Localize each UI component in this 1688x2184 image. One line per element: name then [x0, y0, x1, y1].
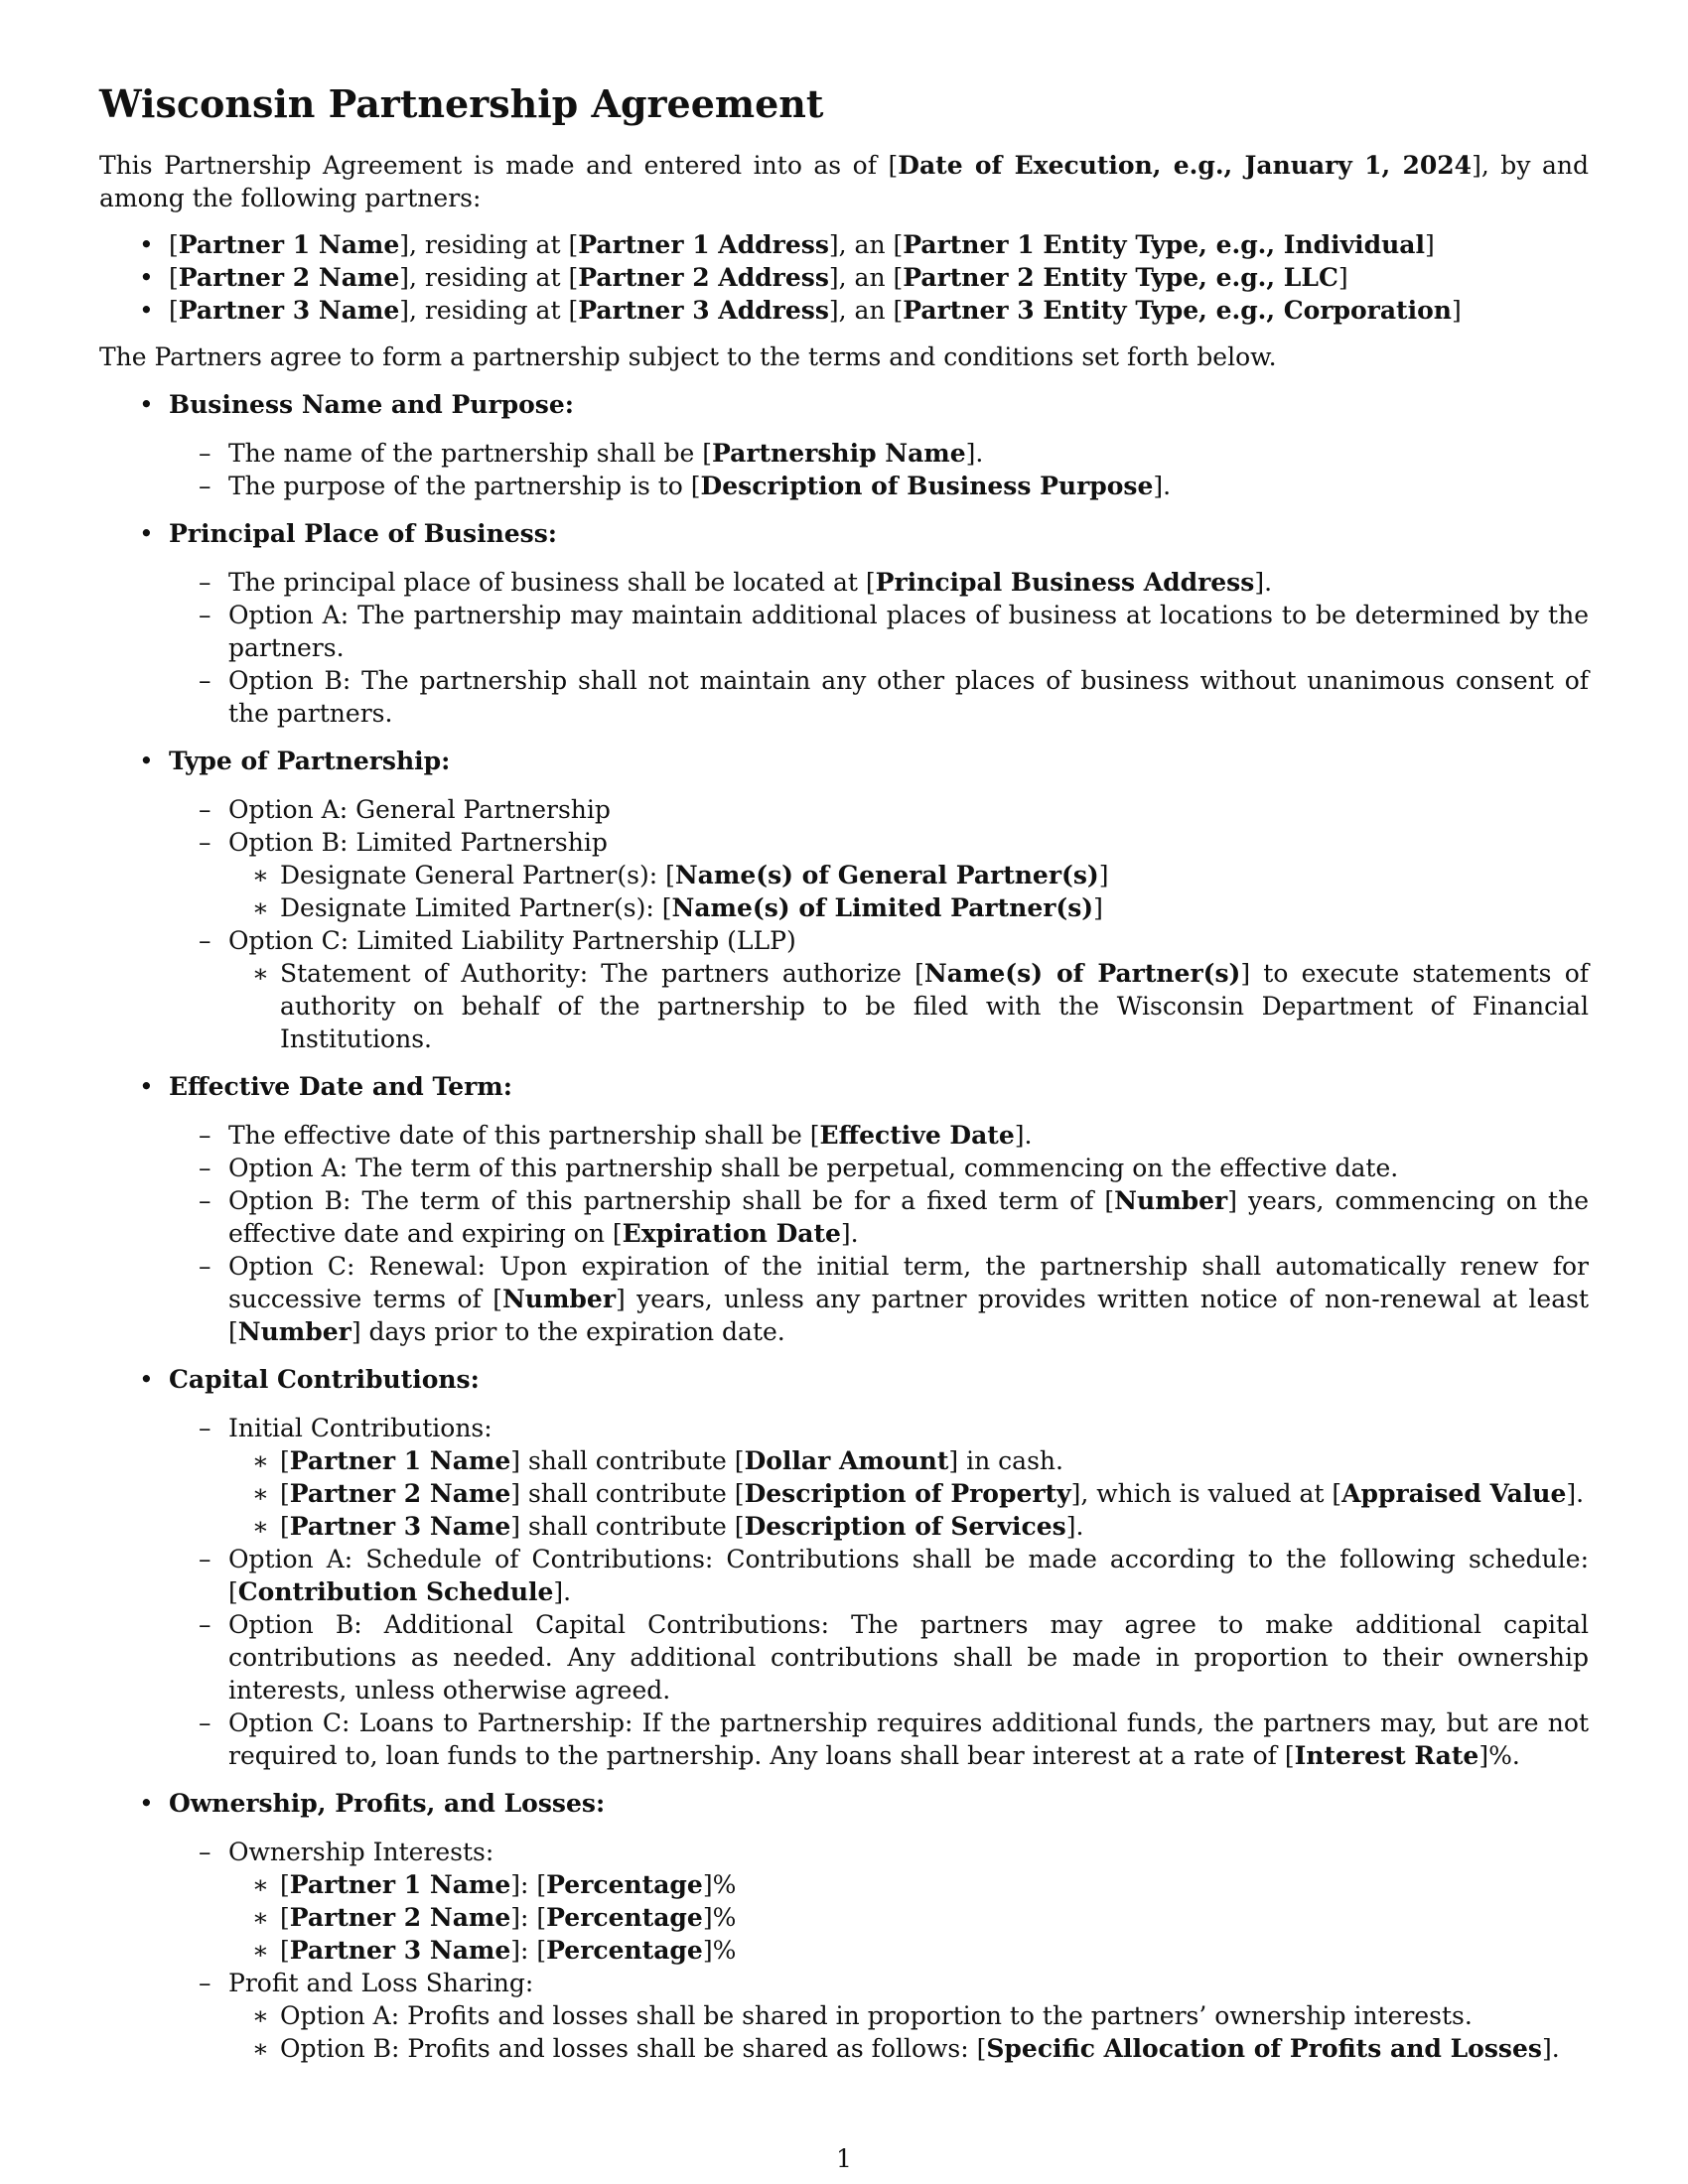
sub-clause: ∗ [Partner 2 Name]: [Percentage]% [228, 1901, 1589, 1934]
clause: – Initial Contributions: ∗ [Partner 1 Name] shall contribute [Dollar Amount] in cash. ∗ [Partner 2 Name] shall contribute [Description of Property], which is valued at [Appraised Value]. ∗ [Partner 3 Name] shall contribute [Description of Services]. [169, 1412, 1589, 1543]
clause: – Option A: General Partnership [169, 793, 1589, 826]
sub-clause: ∗ [Partner 3 Name] shall contribute [Description of Services]. [228, 1510, 1589, 1543]
date-of-execution-placeholder: Date of Execution, e.g., January 1, 2024 [898, 151, 1473, 180]
document-title: Wisconsin Partnership Agreement [99, 81, 824, 126]
section-effective-date [99, 1070, 1589, 1348]
section-heading: Principal Place of Business: [169, 519, 558, 548]
section-heading: Capital Contributions: [169, 1365, 480, 1394]
section-list [99, 388, 1589, 2065]
clause: – The effective date of this partnership shall be [Effective Date]. [169, 1119, 1589, 1152]
sub-clause: ∗ Designate General Partner(s): [Name(s) of General Partner(s)] [228, 859, 1589, 891]
sub-clause: ∗ Statement of Authority: The partners authorize [Name(s) of Partner(s)] to execute statements of authority on behalf of the partnership to be filed with the Wisconsin Department of Financial Institutions. [228, 957, 1589, 1055]
sub-clause: ∗ [Partner 3 Name]: [Percentage]% [228, 1934, 1589, 1967]
clause: – Option A: Schedule of Contributions: Contributions shall be made according to the following schedule: [Contribution Schedule]. [169, 1543, 1589, 1608]
partner-item: • [Partner 2 Name], residing at [Partner 2 Address], an [Partner 2 Entity Type, e.g., LLC] [99, 261, 1589, 294]
partner-item: • [Partner 3 Name], residing at [Partner 3 Address], an [Partner 3 Entity Type, e.g., Corporation] [99, 294, 1589, 327]
sub-clause: ∗ Option A: Profits and losses shall be shared in proportion to the partners’ ownership interests. [228, 1999, 1589, 2032]
intro-text: ], by and among the following partners: [99, 151, 1589, 212]
page-number: 1 [836, 2144, 852, 2173]
sub-clause: ∗ [Partner 2 Name] shall contribute [Description of Property], which is valued at [Appraised Value]. [228, 1477, 1589, 1510]
partner-list [99, 228, 1589, 327]
partner-item: • [Partner 1 Name], residing at [Partner 1 Address], an [Partner 1 Entity Type, e.g., Individual] [99, 228, 1589, 261]
section-heading: Effective Date and Term: [169, 1072, 512, 1101]
clause: – Ownership Interests: ∗ [Partner 1 Name]: [Percentage]% ∗ [Partner 2 Name]: [Percentage]% ∗ [Partner 3 Name]: [Percentage]% [169, 1836, 1589, 1967]
section-capital-contributions [99, 1363, 1589, 1772]
clause: – Option C: Limited Liability Partnership (LLP) ∗ Statement of Authority: The partners authorize [Name(s) of Partner(s)] to execute statements of authority on behalf of the partnership to be filed with the Wisconsin Department of Financial Institutions. [169, 924, 1589, 1055]
section-principal-place [99, 517, 1589, 730]
document-page [99, 81, 1589, 2080]
clause: – The name of the partnership shall be [Partnership Name]. [169, 437, 1589, 470]
clause: – Option A: The partnership may maintain additional places of business at locations to be determined by the partners. [169, 599, 1589, 664]
agree-paragraph: The Partners agree to form a partnership subject to the terms and conditions set forth below. [99, 342, 1277, 371]
clause: – Option A: The term of this partnership shall be perpetual, commencing on the effective date. [169, 1152, 1589, 1184]
clause: – Option C: Loans to Partnership: If the partnership requires additional funds, the partners may, but are not required to, loan funds to the partnership. Any loans shall bear interest at a rate of [Interest Rate]%. [169, 1706, 1589, 1772]
section-heading: Business Name and Purpose: [169, 390, 574, 419]
sub-clause: ∗ [Partner 1 Name]: [Percentage]% [228, 1868, 1589, 1901]
clause: – Option B: The term of this partnership shall be for a fixed term of [Number] years, commencing on the effective date and expiring on [Expiration Date]. [169, 1184, 1589, 1250]
section-business-name [99, 388, 1589, 502]
section-type-of-partnership [99, 745, 1589, 1055]
clause: – Option C: Renewal: Upon expiration of the initial term, the partnership shall automatically renew for successive terms of [Number] years, unless any partner provides written notice of non-renewal at least [Number] days prior to the expiration date. [169, 1250, 1589, 1348]
section-heading: Ownership, Profits, and Losses: [169, 1789, 606, 1818]
clause: – The principal place of business shall be located at [Principal Business Address]. [169, 566, 1589, 599]
sub-clause: ∗ [Partner 1 Name] shall contribute [Dollar Amount] in cash. [228, 1444, 1589, 1477]
clause: – Option B: Limited Partnership ∗ Designate General Partner(s): [Name(s) of General Partner(s)] ∗ Designate Limited Partner(s): [Name(s) of Limited Partner(s)] [169, 826, 1589, 924]
clause: – Profit and Loss Sharing: ∗ Option A: Profits and losses shall be shared in proportion to the partners’ ownership interests. ∗ Option B: Profits and losses shall be shared as follows: [Specific Allocation of Profits and Losses]. [169, 1967, 1589, 2065]
sub-clause: ∗ Designate Limited Partner(s): [Name(s) of Limited Partner(s)] [228, 891, 1589, 924]
sub-clause: ∗ Option B: Profits and losses shall be shared as follows: [Specific Allocation of Profits and Losses]. [228, 2032, 1589, 2065]
section-heading: Type of Partnership: [169, 747, 451, 775]
clause: – The purpose of the partnership is to [Description of Business Purpose]. [169, 470, 1589, 502]
intro-text: This Partnership Agreement is made and entered into as of [ [99, 151, 899, 180]
clause: – Option B: Additional Capital Contributions: The partners may agree to make additional capital contributions as needed. Any additional contributions shall be made in proportion to their ownership interests, unless otherwise agreed. [169, 1608, 1589, 1706]
clause: – Option B: The partnership shall not maintain any other places of business without unanimous consent of the partners. [169, 664, 1589, 730]
section-ownership [99, 1787, 1589, 2065]
intro-paragraph [99, 149, 1589, 214]
